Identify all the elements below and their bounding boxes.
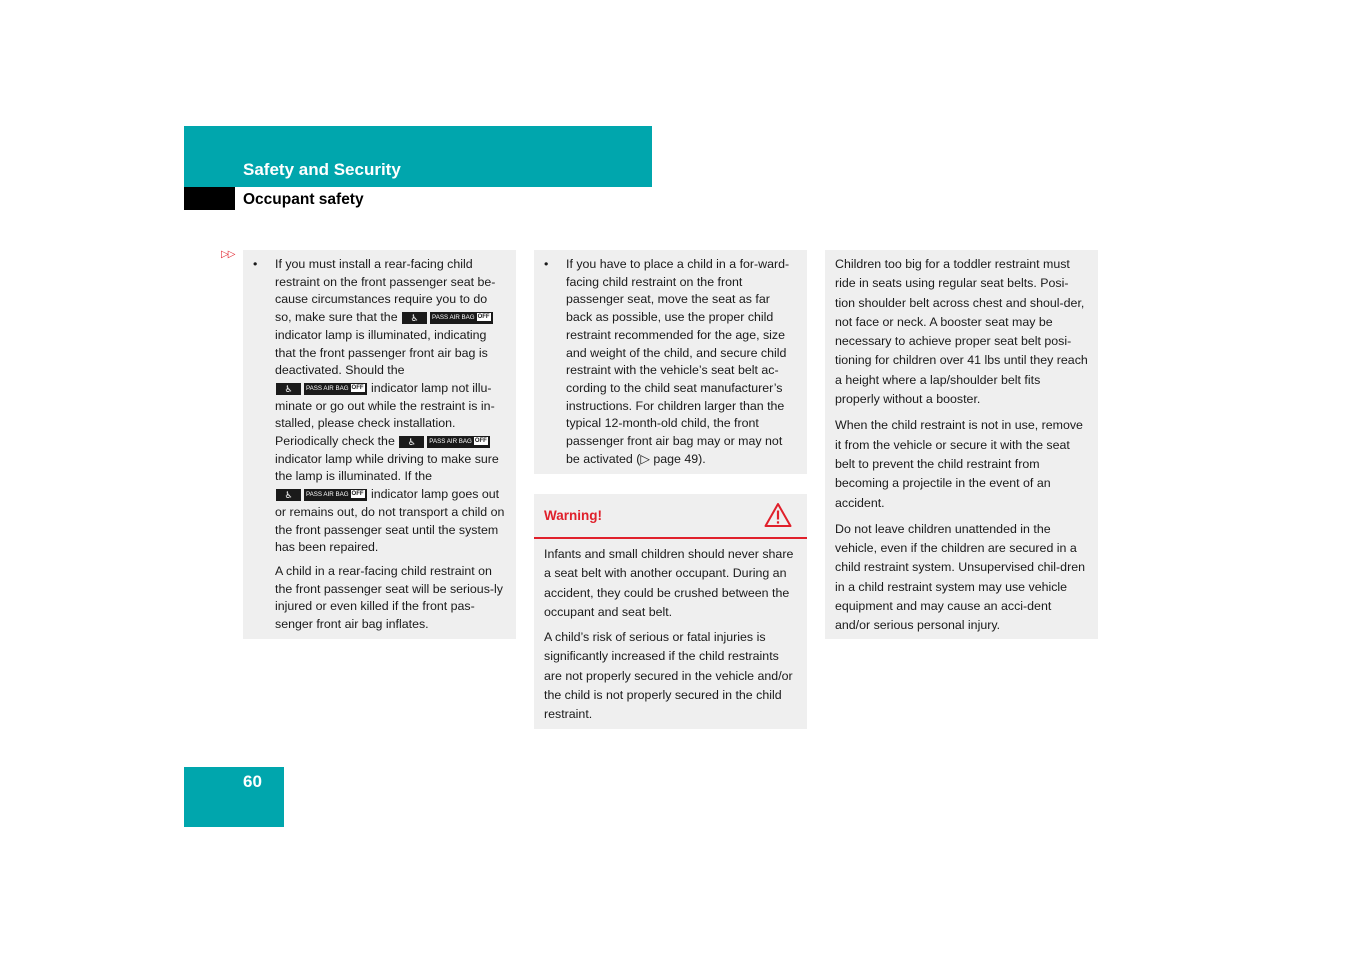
paragraph: When the child restraint is not in use, remove it from the vehicle or secure it with the seat belt to prevent the child restraint from becoming a projectile in the event of an accident. [835,418,1083,510]
continuation-icon: ▷▷ [221,249,235,260]
text-segment: indicator lamp while driving to make sure the lamp is illuminated. If the [275,451,499,484]
paragraph: Infants and small children should never share a seat belt with another occupant. During an accident, they could be crushed between the occupant and seat belt. [544,547,794,619]
paragraph: A child’s risk of serious or fatal injuries is significantly increased if the child restraints are not properly secured in the vehicle and/or the child is not properly secured in the child restraint. [544,630,793,722]
bullet-icon: • [253,257,258,271]
section-title: Safety and Security [243,160,401,179]
bullet-item [243,256,506,557]
bullet-item [534,256,797,468]
page-number: 60 [243,772,262,791]
paragraph: A child in a rear-facing child restraint on the front passenger seat will be serious-ly injured or even killed if the front pas-senger front air bag inflates. [275,563,503,632]
pass-air-bag-off-icon: ♿ PASS AIR BAG OFF [276,489,367,501]
column-1 [243,250,516,639]
header-marker [184,187,235,210]
subsection-title: Occupant safety [243,191,364,208]
bullet-icon: • [544,257,549,271]
text-segment: If you have to place a child in a for-ward-facing child restraint on the front passenger seat, move the seat as far back as possible, use the proper child restraint recommended for the age, size and weight of the child, and secure child restraint with the vehicle’s seat belt ac-cording to the child seat manufacturer’s instructions. For children larger than the typical 12-month-old child, the front passenger front air bag may or may not be activated (▷ page 49). [566,257,790,466]
paragraph: Children too big for a toddler restraint must ride in seats using regular seat belts. Posi-tion shoulder belt across chest and shoul-der, not face or neck. A booster seat may be necessary to achieve proper seat belt posi-tioning for children over 41 lbs until they reach a height where a lap/shoulder belt fits properly without a booster. [835,257,1088,407]
pass-air-bag-off-icon: ♿ PASS AIR BAG OFF [276,383,367,395]
warning-box [534,494,807,729]
warning-header [534,494,807,539]
paragraph: Do not leave children unattended in the vehicle, even if the children are secured in a child restraint system. Unsupervised chil-dren in a child restraint system may use vehicle equipment and may cause an acci-dent and/or serious personal injury. [835,521,1085,633]
text-segment: indicator lamp is illuminated, indicating that the front passenger front air bag is deactivated. Should the [275,327,488,378]
text-segment: indicator lamp not illu-minate or go out while the restraint is in-stalled, please check installation. Periodically check the [275,380,495,449]
pass-air-bag-off-icon: ♿ PASS AIR BAG OFF [402,312,493,324]
column-2 [534,250,807,474]
text-segment: indicator lamp goes out or remains out, do not transport a child on the front passenger seat until the system has been repaired. [275,487,505,555]
warning-body [534,539,807,725]
warning-title: Warning! [544,508,602,523]
pass-air-bag-off-icon: ♿ PASS AIR BAG OFF [399,436,490,448]
text-segment: If you must install a rear-facing child restraint on the front passenger seat be-cause circumstances require you to do so, make sure that the [275,257,496,325]
warning-triangle-icon [764,502,792,528]
page-number-box [184,767,284,827]
column-3 [825,250,1098,639]
